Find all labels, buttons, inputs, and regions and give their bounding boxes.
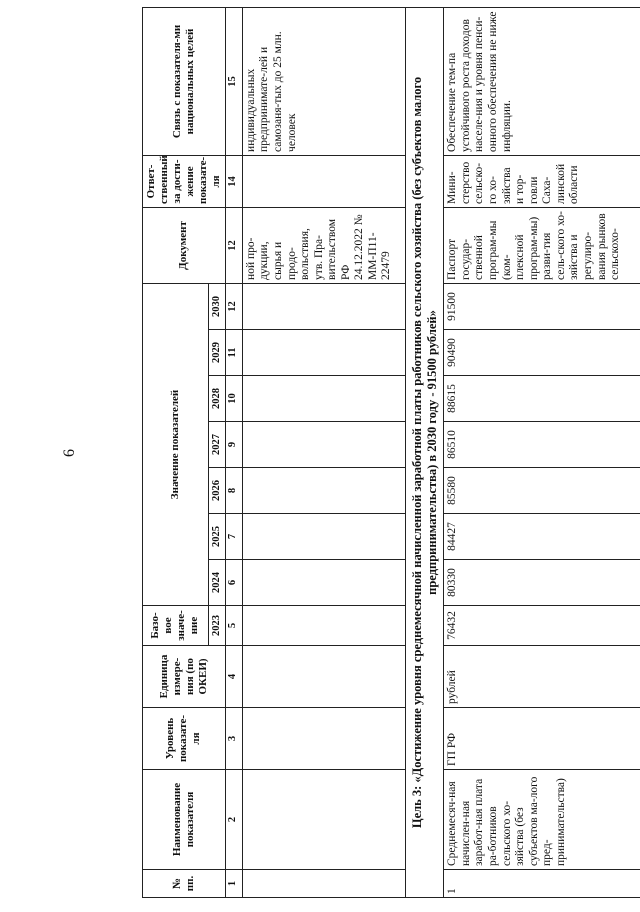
header-year: 2030 (208, 283, 225, 329)
column-number: 5 (225, 606, 242, 646)
header-base-value: Базо-вое значе-ние (143, 606, 209, 646)
column-number: 8 (225, 468, 242, 514)
continued-link-text: индивидуальных предпринимате-лей и самозаня-тых до 25 млн. человек (242, 7, 405, 155)
goal-title: Цель 3: «Достижение уровня среднемесячной начисленной заработной платы работников сельского хозяйства (без субъектов малого предпринимательства) в 2030 году - 91500 рублей» (405, 7, 444, 897)
indicator-name: Среднемесяч-ная начислен-ная заработ-ная плата ра-ботников сельского хо-зяйства (без субъектов ма-лого пред-принимательства) (444, 770, 640, 870)
header-year: 2023 (208, 606, 225, 646)
column-number: 15 (225, 7, 242, 155)
header-responsible: Ответ-ственный за дости-жение показате-ля (143, 155, 226, 207)
column-number: 10 (225, 376, 242, 422)
indicator-level: ГП РФ (444, 708, 640, 770)
column-number: 4 (225, 646, 242, 708)
header-year: 2024 (208, 560, 225, 606)
indicator-unit: рублей (444, 646, 640, 708)
header-unit: Единица измере-ния (по ОКЕИ) (143, 646, 226, 708)
header-national-goals-link: Связь с показателя-ми национальных целей (143, 7, 226, 155)
column-number: 12 (225, 283, 242, 329)
year-value: 84427 (444, 514, 640, 560)
national-goal-link-text: Обеспечение тем-па устойчивого роста доходов населе-ния и уровня пенси-онного обеспечения не ниже инфляции. (444, 7, 640, 155)
header-year: 2026 (208, 468, 225, 514)
column-number: 9 (225, 422, 242, 468)
continued-row (242, 7, 405, 897)
column-number: 6 (225, 560, 242, 606)
year-value: 80330 (444, 560, 640, 606)
indicator-table (142, 7, 640, 898)
continued-document-text: ной про-дукции, сырья и продо-вольствия, утв. Пра-вительством РФ 24.12.2022 № ММ-П11-22479 (242, 207, 405, 283)
header-indicator-values: Значение показателей (143, 283, 209, 605)
column-number: 11 (225, 330, 242, 376)
column-number: 14 (225, 155, 242, 207)
base-value: 76432 (444, 606, 640, 646)
indicator-table-sheet (142, 8, 626, 898)
header-year: 2028 (208, 376, 225, 422)
year-value: 85580 (444, 468, 640, 514)
column-number: 1 (225, 870, 242, 898)
column-number: 7 (225, 514, 242, 560)
header-number: № пп. (143, 870, 226, 898)
column-number: 2 (225, 770, 242, 870)
header-year: 2027 (208, 422, 225, 468)
column-number: 12 (225, 207, 242, 283)
document-text: Паспорт государ-ственной програм-мы (ком-плексной програм-мы) разви-тия сель-ского хо-зяйства и регулиро-вания рынков сельскохо- (444, 207, 640, 283)
header-year: 2029 (208, 330, 225, 376)
column-number: 3 (225, 708, 242, 770)
year-value: 90490 (444, 330, 640, 376)
year-value: 86510 (444, 422, 640, 468)
page-number: 6 (61, 449, 78, 457)
year-value: 91500 (444, 283, 640, 329)
header-level: Уровень показате-ля (143, 708, 226, 770)
row-number: 1 (444, 870, 640, 898)
year-value: 88615 (444, 376, 640, 422)
responsible-text: Мини-стерство сельско-го хо-зяйства и тор-говли Саха-линской области (444, 155, 640, 207)
goal-row (405, 7, 444, 897)
header-document: Документ (143, 207, 226, 283)
table-row (444, 7, 640, 897)
header-year: 2025 (208, 514, 225, 560)
header-indicator-name: Наименование показателя (143, 770, 226, 870)
